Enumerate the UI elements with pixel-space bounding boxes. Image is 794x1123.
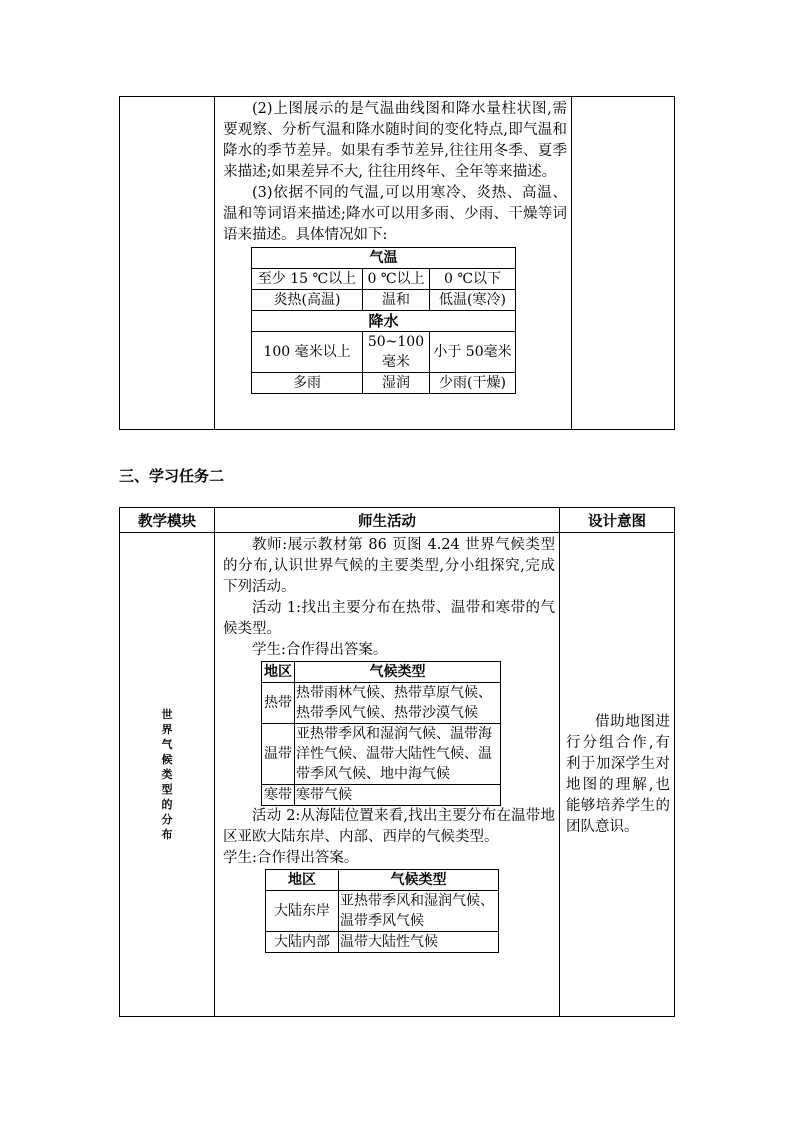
intent-text: 借助地图进行分组合作,有利于加深学生对地图的理解,也能够培养学生的团队意识。 — [566, 713, 670, 835]
rain-word-2: 湿润 — [363, 373, 430, 394]
activity-cell — [215, 97, 572, 430]
table-continued — [119, 96, 675, 430]
coast-east-types: 亚热带季风和湿润气候、温带季风气候 — [339, 891, 499, 932]
temp-rain-table — [251, 247, 516, 394]
zone-header-type: 气候类型 — [295, 662, 501, 683]
coast-east: 大陆东岸 — [266, 891, 339, 932]
rain-title: 降水 — [252, 311, 516, 332]
zone-climate-table — [261, 661, 501, 806]
temp-word-1: 炎热(高温) — [252, 290, 363, 311]
rain-range-1: 100 毫米以上 — [252, 332, 363, 373]
rain-range-2: 50~100 毫米 — [363, 332, 430, 373]
task-two-table — [119, 507, 675, 1017]
header-activity: 师生活动 — [215, 508, 560, 533]
temp-word-3: 低温(寒冷) — [430, 290, 516, 311]
header-intent: 设计意图 — [560, 508, 675, 533]
activity-2: 活动 2:从海陆位置来看,找出主要分布在温带地区亚欧大陆东岸、内部、西岸的气候类型。 — [223, 808, 555, 845]
intent-cell — [560, 533, 675, 1017]
module-cell — [120, 533, 215, 1017]
rain-word-1: 多雨 — [252, 373, 363, 394]
temp-range-3: 0 ℃以下 — [430, 269, 516, 290]
module-cell-empty — [120, 97, 215, 430]
zone-temperate: 温带 — [262, 724, 295, 785]
zone-tropical: 热带 — [262, 683, 295, 724]
temp-range-1: 至少 15 ℃以上 — [252, 269, 363, 290]
intent-cell-empty — [572, 97, 675, 430]
temp-title: 气温 — [252, 248, 516, 269]
zone-frigid: 寒带 — [262, 785, 295, 806]
temp-word-2: 温和 — [363, 290, 430, 311]
temp-range-2: 0 ℃以上 — [363, 269, 430, 290]
coast-interior: 大陆内部 — [266, 932, 339, 953]
zone-frigid-types: 寒带气候 — [295, 785, 501, 806]
student-answer-2: 学生:合作得出答案。 — [223, 850, 359, 866]
paragraph-3: (3)依据不同的气温,可以用寒冷、炎热、高温、温和等词语来描述;降水可以用多雨、少雨、干燥等词语来描述。具体情况如下: — [223, 185, 567, 243]
activity-cell-2 — [215, 533, 560, 1017]
section-heading: 三、学习任务二 — [119, 467, 225, 485]
zone-header-region: 地区 — [262, 662, 295, 683]
header-module: 教学模块 — [120, 508, 215, 533]
teacher-text: 教师:展示教材第 86 页图 4.24 世界气候类型的分布,认识世界气候的主要类型,分小组探究,完成下列活动。 — [223, 537, 555, 595]
module-label: 世界气候类型的分布 — [161, 708, 173, 841]
coast-climate-table — [265, 869, 499, 953]
paragraph-2: (2)上图展示的是气温曲线图和降水量柱状图,需要观察、分析气温和降水随时间的变化特点,即气温和降水的季节差异。如果有季节差异,往往用冬季、夏季来描述;如果差异不大, 往往用终年、全年等来描述。 — [223, 101, 567, 180]
rain-range-3: 小于 50毫米 — [430, 332, 516, 373]
zone-tropical-types: 热带雨林气候、热带草原气候、热带季风气候、热带沙漠气候 — [295, 683, 501, 724]
zone-temperate-types: 亚热带季风和湿润气候、温带海洋性气候、温带大陆性气候、温带季风气候、地中海气候 — [295, 724, 501, 785]
coast-interior-types: 温带大陆性气候 — [339, 932, 499, 953]
student-answer-1: 学生:合作得出答案。 — [252, 642, 388, 658]
activity-1: 活动 1:找出主要分布在热带、温带和寒带的气候类型。 — [223, 600, 555, 637]
coast-header-region: 地区 — [266, 870, 339, 891]
coast-header-type: 气候类型 — [339, 870, 499, 891]
rain-word-3: 少雨(干燥) — [430, 373, 516, 394]
